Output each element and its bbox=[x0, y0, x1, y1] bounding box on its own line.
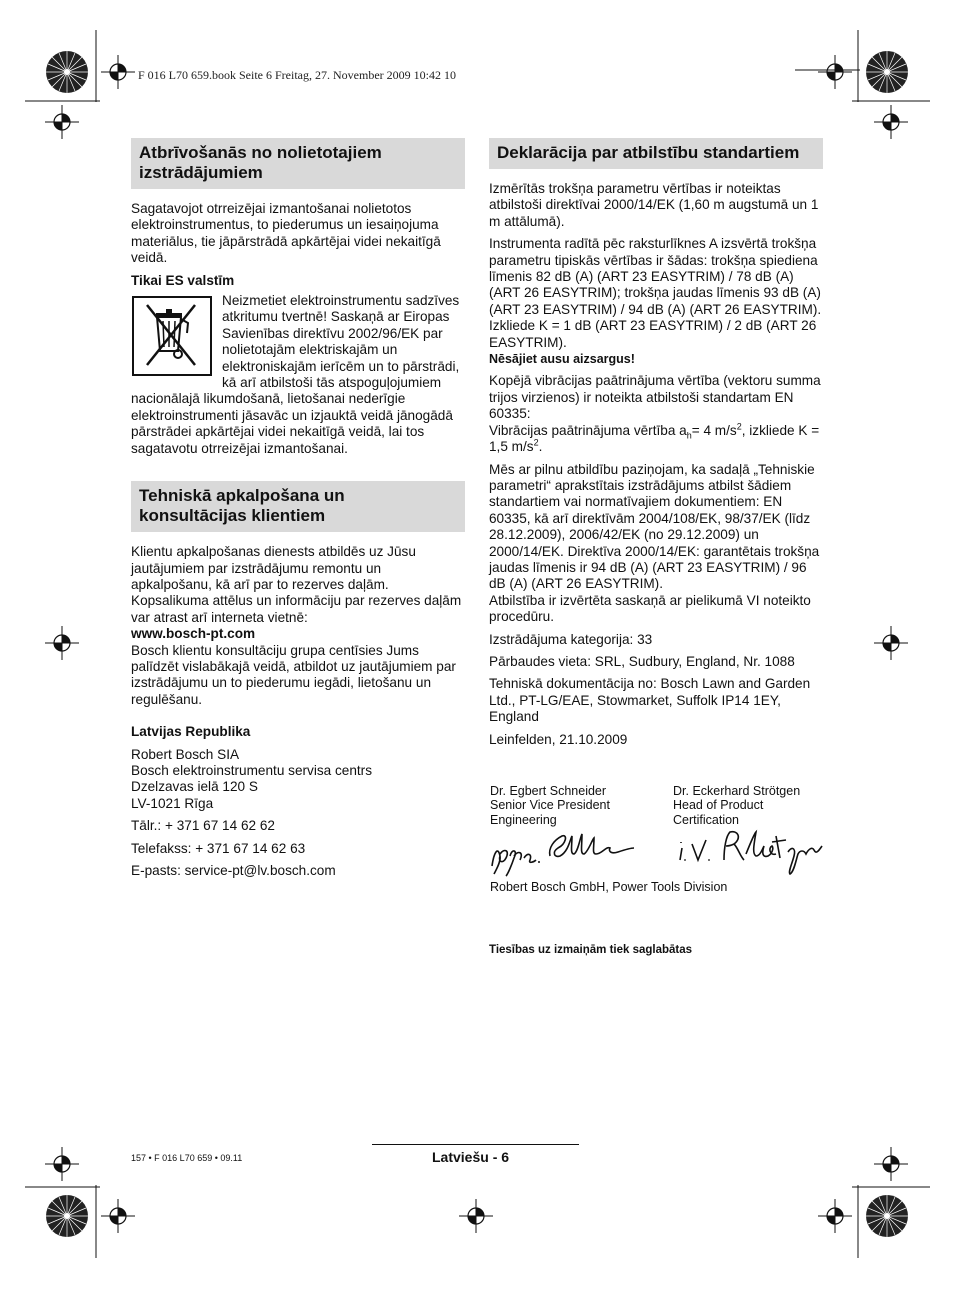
vibration-value bbox=[489, 423, 823, 456]
signatory-2 bbox=[673, 784, 843, 827]
eu-text-wrapped: Neizmetiet elektroinstrumentu sadzīves atkritumu tvertnē! Saskaņā ar Eiropas Savienības direktīvu 2002/96/EK par nolietotajām elektriskajām un elektroniskajām ierīcēm un to bbox=[222, 293, 460, 374]
vibration-subscript: h bbox=[686, 430, 692, 441]
left-column bbox=[131, 138, 465, 885]
place-and-date: Leinfelden, 21.10.2009 bbox=[489, 731, 628, 747]
disposal-intro: Sagatavojot otrreizējai izmantošanai nolietotos elektroinstrumentus, to piederumus un iesaiņojuma materiālus, tie jāpārstrādā apkārtējai videi nekaitīgā veidā. bbox=[131, 201, 441, 266]
service-website-link[interactable]: www.bosch-pt.com bbox=[131, 626, 256, 642]
signatory-1 bbox=[490, 784, 660, 827]
footer-rule bbox=[372, 1144, 579, 1145]
signatory-department: Engineering bbox=[490, 812, 557, 827]
signature-stroetgen bbox=[676, 826, 826, 878]
vibration-superscript: 2 bbox=[736, 421, 742, 432]
vibration-text-b: = 4 m/s bbox=[691, 422, 737, 438]
product-category: Izstrādājuma kategorija: 33 bbox=[489, 631, 653, 647]
signatory-name: Dr. Eckerhard Strötgen bbox=[673, 784, 801, 798]
rights-reserved-note: Tiesības uz izmaiņām tiek saglabātas bbox=[489, 944, 693, 956]
footer-document-code: 157 • F 016 L70 659 • 09.11 bbox=[131, 1153, 243, 1163]
test-site: Pārbaudes vieta: SRL, Sudbury, England, Nr. 1088 bbox=[489, 653, 795, 669]
fax-number: Telefakss: + 371 67 14 62 63 bbox=[131, 840, 306, 856]
address-line: Robert Bosch SIA bbox=[131, 746, 240, 762]
service-paragraph-2: Bosch klientu konsultāciju grupa centīsies Jums palīdzēt vislabākajā veidā, atbildot uz jautājumiem par izstrādājumu un to piederumu iegādi, lietošanu un regulēšanu. bbox=[131, 642, 456, 707]
country-heading: Latvijas Republika bbox=[131, 724, 251, 740]
address-line: LV-1021 Rīga bbox=[131, 795, 214, 811]
address-line: Bosch elektroinstrumentu servisa centrs bbox=[131, 762, 373, 778]
declaration-paragraph-3: Kopējā vibrācijas paātrinājuma vērtība (vektoru summa trijos virzienos) ir noteikta atbilstoši standartam EN 60335: bbox=[489, 373, 821, 422]
service-heading: Tehniskā apkalpošana un konsultācijas klientiem bbox=[131, 481, 465, 532]
vibration-text-a: Vibrācijas paātrinājuma vērtība a bbox=[489, 422, 687, 438]
signatory-title: Head of Product bbox=[673, 798, 764, 813]
vibration-text-c: , izkliede K = 1,5 m/s bbox=[489, 422, 820, 455]
weee-notice bbox=[131, 293, 465, 457]
declaration-paragraph-5: Atbilstība ir izvērtēta saskaņā ar pielikumā VI noteikto procedūru. bbox=[489, 592, 811, 625]
signatory-department: Certification bbox=[673, 812, 739, 827]
declaration-paragraph-1: Izmērītās trokšņa parametru vērtības ir noteiktas atbilstoši direktīvai 2000/14/EK (1,60 m augstumā un 1 m attālumā). bbox=[489, 181, 819, 229]
company-name: Robert Bosch GmbH, Power Tools Division bbox=[490, 880, 728, 894]
crossed-out-wheelie-bin-icon bbox=[132, 296, 212, 376]
vibration-superscript-2: 2 bbox=[533, 437, 539, 448]
declaration-heading: Deklarācija par atbilstību standartiem bbox=[489, 138, 823, 169]
eu-heading: Tikai ES valstīm bbox=[131, 272, 235, 288]
right-column bbox=[489, 138, 823, 754]
declaration-paragraph-2: Instrumenta radītā pēc raksturlīknes A izsvērtā trokšņa parametru tipiskās vērtības ir šādas: trokšņa spiediena līmenis 82 dB (A) (ART 23 EASYTRIM) / 78 dB (A) (ART 26 EASYTRIM); trokšņa jaudas līmenis 93 dB (A) (ART 23 EASYTRIM) / 94 dB (A) (ART 26 EASYTRIM). Izkliede K = 1 dB (ART 23 EASYTRIM) / 2 dB (ART 26 EASYTRIM). bbox=[489, 236, 822, 350]
vibration-text-d: . bbox=[538, 439, 543, 455]
eu-text-continued: pārstrādi, kā arī atbilstoši tās atspoguļojumiem nacionālajā likumdošanā, lietošanai nederīgie elektroinstrumenti jāsavāc un izjauktā veidā jānogādā pārstrādei apkārtējai videi nekaitīgā veidā, lai tos sagatavotu otrreizējai izmantošanai. bbox=[131, 358, 460, 456]
service-address bbox=[131, 747, 465, 813]
hearing-protection-warning: Nēsājiet ausu aizsargus! bbox=[489, 352, 635, 367]
address-line: Dzelzavas ielā 120 S bbox=[131, 779, 258, 795]
phone-number: Tālr.: + 371 67 14 62 62 bbox=[131, 818, 275, 834]
declaration-paragraph-4: Mēs ar pilnu atbildību paziņojam, ka sadaļā „Tehniskie parametri“ aprakstītais izstrādājums atbilst šādiem standartiem vai normatīvajiem dokumentiem: EN 60335, kā arī direktīvām 2004/108/EK, 98/37/EK (līdz 28.12.2009), 2006/42/EK (no 29.12.2009) un 2000/14/EK. Direktīva 2000/14/EK: garantētais trokšņa jaudas līmenis ir 94 dB (A) (ART 23 EASYTRIM) / 96 dB (A) (ART 26 EASYTRIM). bbox=[489, 461, 820, 592]
signatory-title: Senior Vice President bbox=[490, 798, 610, 813]
signature-schneider bbox=[488, 826, 638, 878]
signatory-name: Dr. Egbert Schneider bbox=[490, 784, 607, 798]
disposal-heading: Atbrīvošanās no nolietotajiem izstrādājumiem bbox=[131, 138, 465, 189]
email-address: E-pasts: service-pt@lv.bosch.com bbox=[131, 863, 336, 878]
service-paragraph-1: Klientu apkalpošanas dienests atbildēs uz Jūsu jautājumiem par izstrādājumu remontu un apkalpošanu, kā arī par to rezerves daļām. Kopsalikuma attēlus un informāciju par rezerves daļām var atrast arī interneta vietnē: bbox=[131, 544, 462, 625]
technical-documentation: Tehniskā dokumentācija no: Bosch Lawn and Garden Ltd., PT-LG/EAE, Stowmarket, Suffolk IP14 1EY, England bbox=[489, 676, 811, 725]
print-header-line: F 016 L70 659.book Seite 6 Freitag, 27. November 2009 10:42 10 bbox=[138, 68, 456, 82]
page-number: Latviešu - 6 bbox=[432, 1149, 510, 1165]
